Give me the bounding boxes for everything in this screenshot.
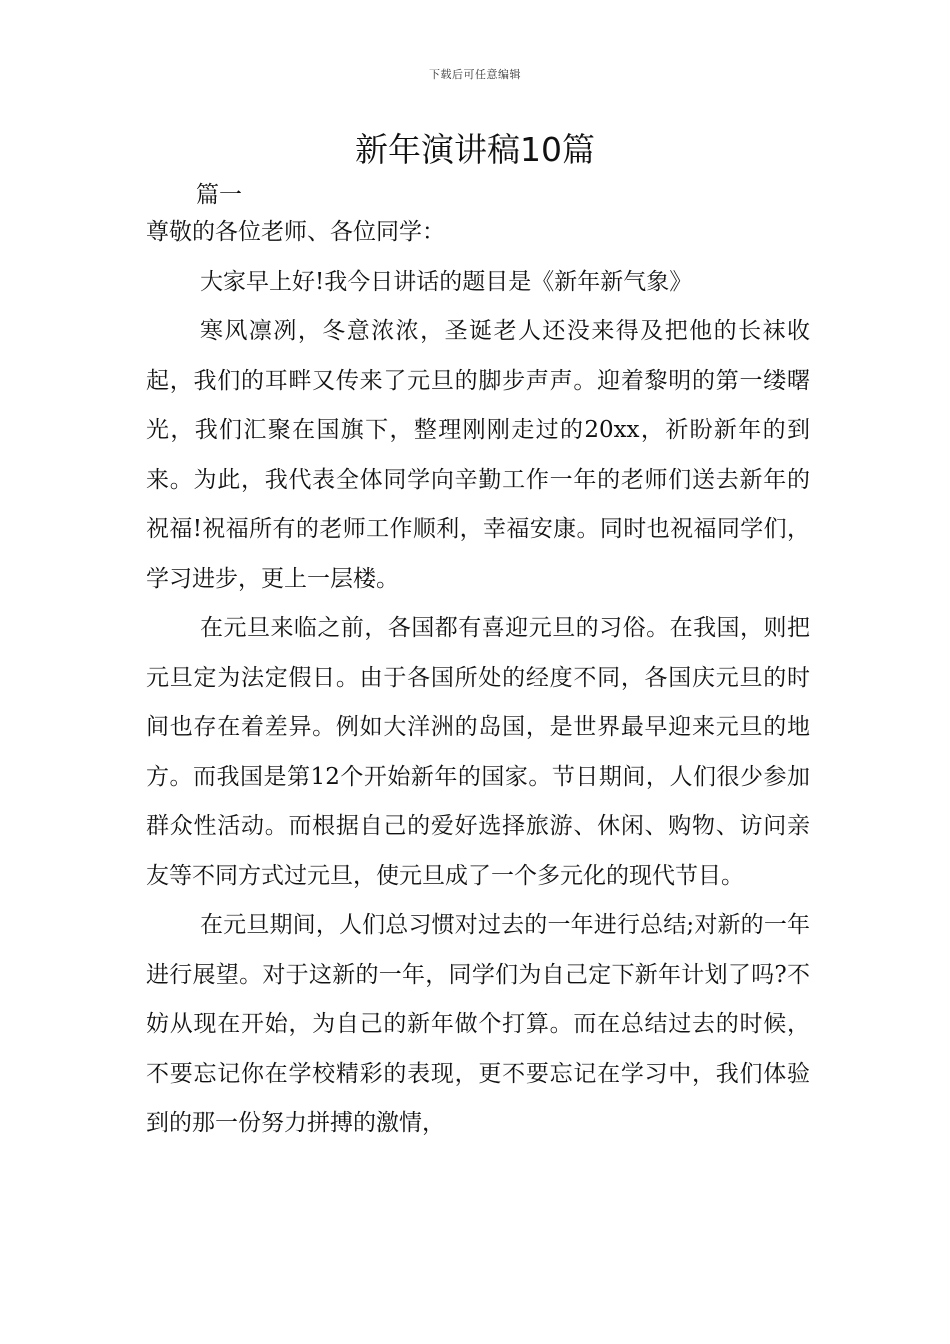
document-body (146, 208, 810, 1149)
paragraph-2: 寒风凛冽，冬意浓浓，圣诞老人还没来得及把他的长袜收起，我们的耳畔又传来了元旦的脚步声声。迎着黎明的第一缕曙光，我们汇聚在国旗下，整理刚刚走过的20xx，祈盼新年的到来。为此，我代表全体同学向辛勤工作一年的老师们送去新年的祝福!祝福所有的老师工作顺利，幸福安康。同时也祝福同学们，学习进步，更上一层楼。 (146, 318, 810, 592)
header-note: 下载后可任意编辑 (429, 68, 521, 81)
paragraph-1: 大家早上好!我今日讲话的题目是《新年新气象》 (200, 268, 693, 295)
document-title: 新年演讲稿10篇 (355, 130, 595, 169)
greeting-line: 尊敬的各位老师、各位同学： (146, 219, 445, 245)
paragraph-4: 在元旦期间，人们总习惯对过去的一年进行总结;对新的一年进行展望。对于这新的一年，同学们为自己定下新年计划了吗?不妨从现在开始，为自己的新年做个打算。而在总结过去的时候，不要忘记你在学校精彩的表现，更不要忘记在学习中，我们体验到的那一份努力拼搏的激情， (146, 912, 810, 1136)
section-label: 篇一 (196, 182, 242, 208)
paragraph-3: 在元旦来临之前，各国都有喜迎元旦的习俗。在我国，则把元旦定为法定假日。由于各国所处的经度不同，各国庆元旦的时间也存在着差异。例如大洋洲的岛国，是世界最早迎来元旦的地方。而我国是第12个开始新年的国家。节日期间，人们很少参加群众性活动。而根据自己的爱好选择旅游、休闲、购物、访问亲友等不同方式过元旦，使元旦成了一个多元化的现代节目。 (146, 615, 810, 889)
